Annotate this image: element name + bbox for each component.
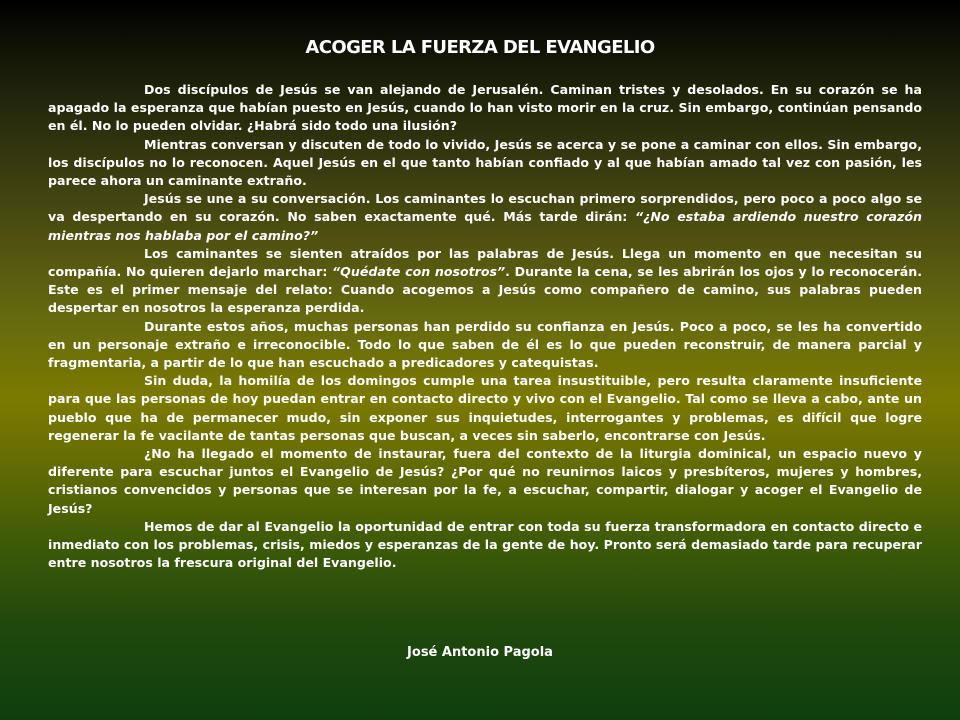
paragraph-5 bbox=[48, 318, 922, 373]
paragraph-text: ¿No ha llegado el momento de instaurar, fuera del contexto de la liturgia dominical, un espacio nuevo y diferente para escuchar juntos el Evangelio de Jesús? ¿Por qué no reunirnos laicos y presbíteros, mujeres y hombres, cristianos convencidos y personas que se interesan por la fe, a escuchar, compartir, dialogar y acoger el Evangelio de Jesús? bbox=[48, 446, 922, 516]
paragraph-quote: “¿No estaba ardiendo nuestro corazón mientras nos hablaba por el camino?” bbox=[48, 209, 923, 243]
paragraph-2 bbox=[48, 136, 922, 191]
paragraph-quote: “Quédate con nosotros” bbox=[332, 264, 506, 280]
document-title: ACOGER LA FUERZA DEL EVANGELIO bbox=[305, 37, 655, 58]
paragraph-6 bbox=[48, 372, 922, 445]
paragraph-4 bbox=[48, 245, 922, 318]
paragraph-text-after: . Durante la cena, se les abrirán los ojos y lo reconocerán. Este es el primer mensaje del relato: Cuando acogemos a Jesús como compañero de camino, sus palabras pueden despertar en nosotros la esperanza perdida. bbox=[48, 264, 922, 316]
paragraph-text: Durante estos años, muchas personas han perdido su confianza en Jesús. Poco a poco, se les ha convertido en un personaje extraño e irreconocible. Todo lo que saben de él es lo que pueden reconstruir, de manera parcial y fragmentaria, a partir de lo que han escuchado a predicadores y catequistas. bbox=[48, 318, 922, 371]
paragraph-text: Sin duda, la homilía de los domingos cumple una tarea insustituible, pero resulta claramente insuficiente para que las personas de hoy puedan entrar en contacto directo y vivo con el Evangelio. Tal como se lleva a cabo, ante un pueblo que ha de permanecer mudo, sin exponer sus inquietudes, interrogantes y problemas, es difícil que logre regenerar la fe vacilante de tantas personas que buscan, a veces sin saberlo, encontrarse con Jesús. bbox=[48, 373, 922, 443]
paragraph-1 bbox=[48, 81, 922, 136]
paragraph-8 bbox=[48, 518, 922, 573]
paragraph-3 bbox=[48, 190, 922, 245]
document-body bbox=[48, 81, 922, 572]
paragraph-text: Mientras conversan y discuten de todo lo vivido, Jesús se acerca y se pone a caminar con ellos. Sin embargo, los discípulos no lo reconocen. Aquel Jesús en el que tanto habían confiado y al que habían amado tal vez con pasión, les parece ahora un caminante extraño. bbox=[48, 136, 922, 189]
author-signature: José Antonio Pagola bbox=[407, 645, 553, 660]
paragraph-7 bbox=[48, 445, 922, 518]
paragraph-text: Los caminantes se sienten atraídos por las palabras de Jesús. Llega un momento en que necesitan su compañía. No quieren dejarlo marchar: bbox=[48, 245, 922, 280]
paragraph-text: Dos discípulos de Jesús se van alejando de Jerusalén. Caminan tristes y desolados. En su corazón se ha apagado la esperanza que habían puesto en Jesús, cuando lo han visto morir en la cruz. Sin embargo, continúan pensando en él. No lo pueden olvidar. ¿Habrá sido todo una ilusión? bbox=[48, 82, 922, 134]
paragraph-text: Hemos de dar al Evangelio la oportunidad de entrar con toda su fuerza transformadora en contacto directo e inmediato con los problemas, crisis, miedos y esperanzas de la gente de hoy. Pronto será demasiado tarde para recuperar entre nosotros la frescura original del Evangelio. bbox=[48, 518, 922, 571]
paragraph-text: Jesús se une a su conversación. Los caminantes lo escuchan primero sorprendidos, pero poco a poco algo se va despertando en su corazón. No saben exactamente qué. Más tarde dirán: bbox=[48, 191, 922, 225]
